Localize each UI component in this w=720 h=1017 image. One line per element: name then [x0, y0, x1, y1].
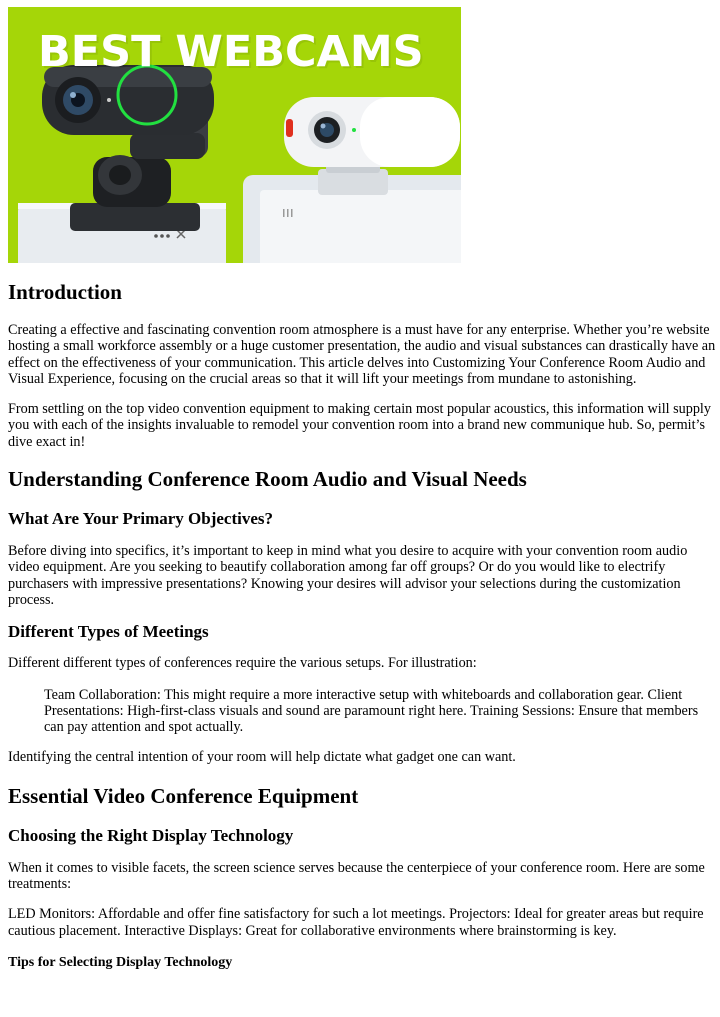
heading-introduction: Introduction	[8, 280, 122, 304]
needs-paragraph-3: Identifying the central intention of your room will help dictate what gadget one can want.	[8, 749, 516, 766]
needs-paragraph-1: Before diving into specifics, it’s important to keep in mind what you desire to acquire with your convention room audio video equipment. Are you seeking to beautify collaboration among far off groups? Or do you would like to electrify purchasers with impressive presentations? Knowing your desires will advisor your selections during the customization process.	[8, 543, 688, 608]
needs-paragraph-2: Different different types of conferences require the various setups. For illustration:	[8, 655, 477, 672]
intro-paragraph-1: Creating a effective and fascinating convention room atmosphere is a must have for any enterprise. Whether you’re website hosting a small workforce assembly or a huge customer presentation, the audio and visual substances can drastically have an effect on the effectiveness of your communication. This article delves into Customizing Your Conference Room Audio and Visual Experience, focusing on the crucial areas so that it will lift your meetings from mundane to astonishing.	[8, 322, 716, 387]
heading-understanding-needs: Understanding Conference Room Audio and Visual Needs	[8, 467, 527, 492]
article	[8, 278, 716, 973]
hero-image	[8, 7, 461, 263]
subheading-display-technology: Choosing the Right Display Technology	[8, 825, 294, 845]
meeting-types-quote: Team Collaboration: This might require a more interactive setup with whiteboards and collaboration gear. Client Presentations: High-first-class visuals and sound are paramount right here. Training Sessions: Ensure that members can pay attention and spot actually.	[44, 686, 699, 736]
equipment-paragraph-1: When it comes to visible facets, the screen science serves because the centerpiece of your conference room. Here are some treatments:	[8, 859, 705, 893]
subheading-meeting-types: Different Types of Meetings	[8, 622, 209, 642]
subheading-display-tips: Tips for Selecting Display Technology	[8, 954, 233, 970]
intro-paragraph-2: From settling on the top video convention equipment to making certain most popular acoustics, this information will supply you with each of the insights invaluable to remodel your convention room into a brand new communique hub. So, permit’s dive exact in!	[8, 401, 711, 450]
subheading-primary-objectives: What Are Your Primary Objectives?	[8, 509, 274, 529]
equipment-paragraph-2: LED Monitors: Affordable and offer fine satisfactory for such a lot meetings. Projectors: Ideal for greater areas but require cautious placement. Interactive Displays: Great for collaborative environments where brainstorming is key.	[8, 906, 704, 939]
heading-video-equipment: Essential Video Conference Equipment	[8, 783, 359, 808]
hero-title: BEST WEBCAMS	[38, 27, 424, 77]
